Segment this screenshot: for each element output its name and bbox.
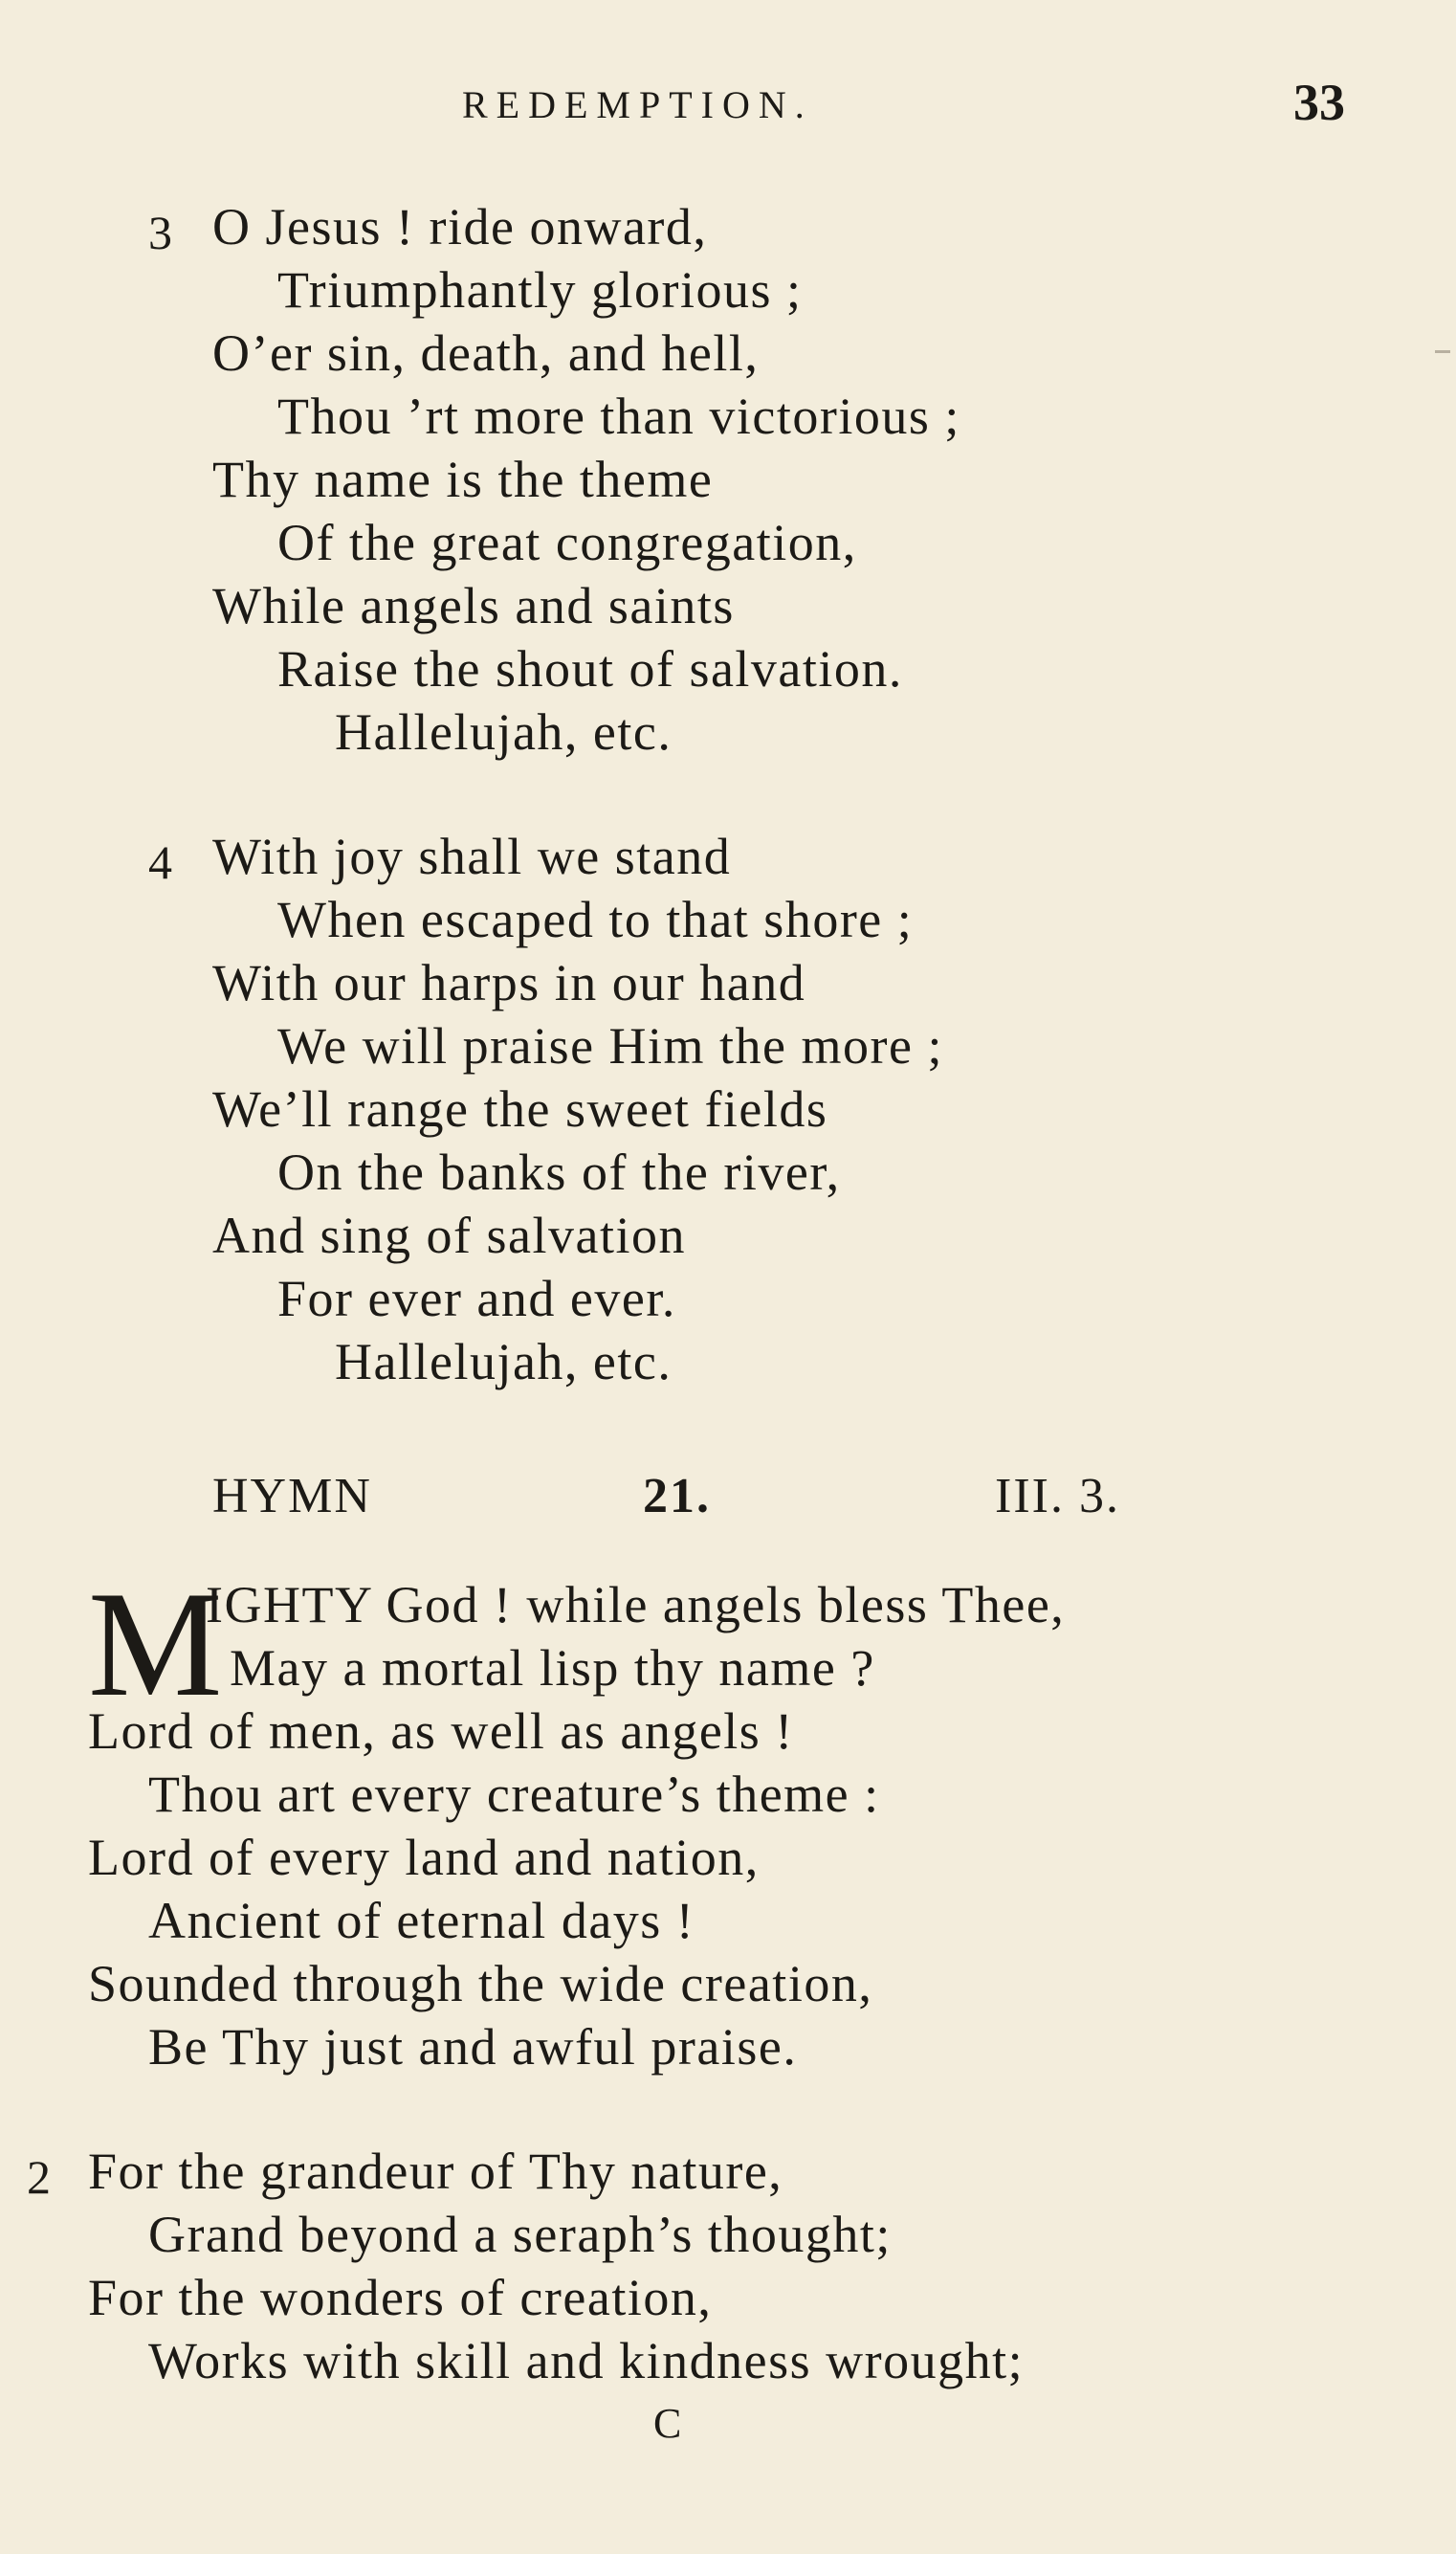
verse-line: IGHTY God ! while angels bless Thee, — [206, 1576, 1066, 1633]
verse-line: Sounded through the wide creation, — [88, 1955, 873, 2012]
signature-mark: C — [653, 2400, 682, 2447]
verse-line: Thou art every creature’s theme : — [148, 1766, 880, 1823]
verse-number: 3 — [148, 206, 172, 259]
verse-line: When escaped to that shore ; — [277, 891, 914, 948]
verse-line: On the banks of the river, — [277, 1144, 841, 1201]
verse-line: Raise the shout of salvation. — [277, 640, 903, 698]
hymn-meter: III. 3. — [995, 1469, 1120, 1523]
verse-line: Be Thy just and awful praise. — [148, 2018, 798, 2076]
verse-line: Lord of men, as well as angels ! — [88, 1702, 794, 1760]
hymn-number: 21. — [643, 1469, 711, 1523]
verse-line: Triumphantly glorious ; — [277, 261, 803, 319]
verse-line: Of the great congregation, — [277, 514, 857, 571]
verse-line: O’er sin, death, and hell, — [212, 324, 760, 382]
verse-line: We’ll range the sweet fields — [212, 1080, 828, 1138]
verse-line: O Jesus ! ride onward, — [212, 198, 708, 255]
verse-line: Thou ’rt more than victorious ; — [277, 388, 960, 445]
verse-line: Lord of every land and nation, — [88, 1829, 760, 1886]
drop-capital: M — [88, 1561, 223, 1728]
verse-line: For the grandeur of Thy nature, — [88, 2143, 783, 2200]
verse-line: Thy name is the theme — [212, 451, 714, 508]
verse-line: Grand beyond a seraph’s thought; — [148, 2206, 892, 2263]
page-number: 33 — [1293, 74, 1345, 131]
verse-line: With our harps in our hand — [212, 954, 806, 1011]
verse-line: For the wonders of creation, — [88, 2269, 713, 2326]
verse-line: And sing of salvation — [212, 1207, 686, 1264]
verse-line: Works with skill and kindness wrought; — [148, 2332, 1025, 2389]
edge-mark — [1435, 350, 1450, 353]
refrain-line: Hallelujah, etc. — [335, 703, 673, 761]
verse-line: While angels and saints — [212, 577, 735, 634]
verse-line: May a mortal lisp thy name ? — [230, 1639, 875, 1697]
verse-number: 4 — [148, 835, 172, 889]
verse-number: 2 — [27, 2150, 51, 2204]
hymn-label: HYMN — [212, 1469, 372, 1523]
verse-line: For ever and ever. — [277, 1270, 676, 1327]
running-title: REDEMPTION. — [462, 83, 813, 126]
verse-line: Ancient of eternal days ! — [148, 1892, 695, 1949]
verse-line: With joy shall we stand — [212, 828, 732, 885]
verse-line: We will praise Him the more ; — [277, 1017, 943, 1075]
refrain-line: Hallelujah, etc. — [335, 1333, 673, 1390]
